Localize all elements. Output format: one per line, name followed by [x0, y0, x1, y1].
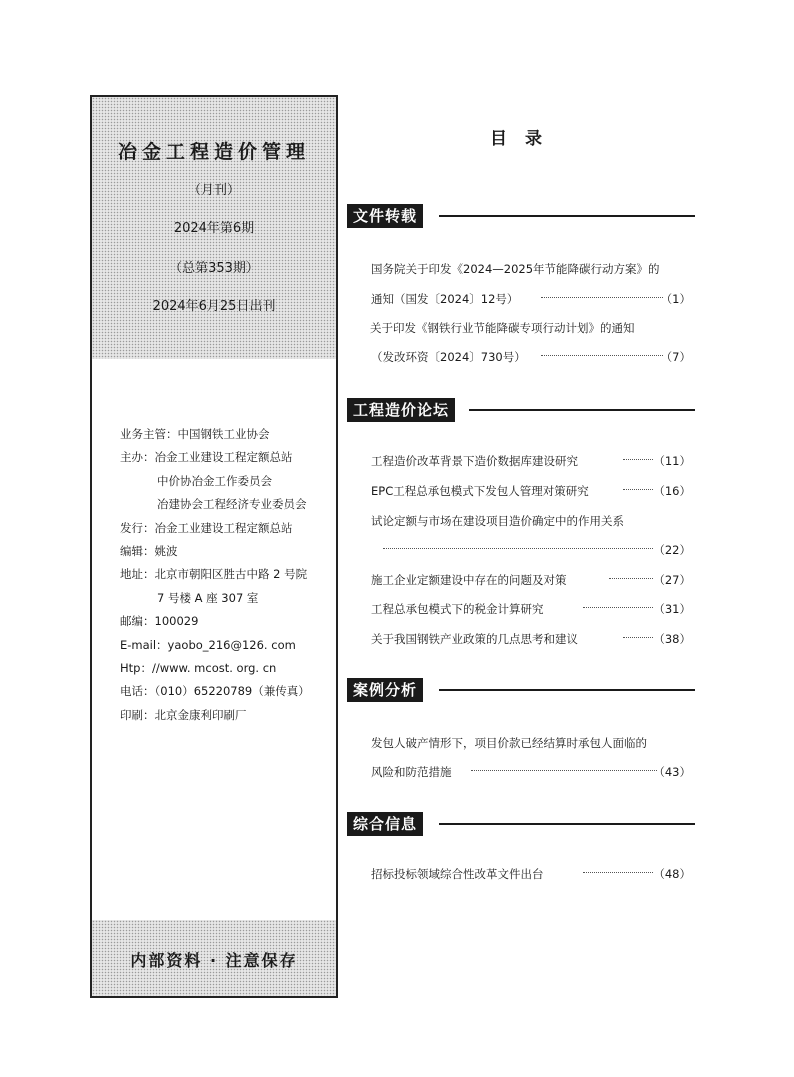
toc-entry-line[interactable] — [371, 542, 691, 558]
section-header — [347, 204, 695, 228]
toc-entry-line[interactable]: 关于印发《钢铁行业节能降碳专项行动计划》的通知 — [370, 321, 635, 335]
info-editor: 编辑：姚波 — [120, 543, 178, 558]
publication-frequency: （月刊） — [187, 183, 240, 198]
toc-entry-line[interactable]: 关于我国钢铁产业政策的几点思考和建议 （38） — [371, 632, 691, 646]
page-number: （7） — [660, 350, 691, 364]
page-number: （11） — [653, 454, 691, 468]
dot-leader — [541, 297, 663, 298]
section-title: 工程造价论坛 — [347, 398, 455, 422]
section-rule — [469, 409, 695, 411]
toc-entry-line[interactable]: 招标投标领域综合性改革文件出台 （48） — [371, 867, 691, 881]
toc-entry-line[interactable]: 施工企业定额建设中存在的问题及对策 （27） — [371, 573, 691, 587]
toc-entry-line[interactable]: 工程总承包模式下的税金计算研究 （31） — [371, 602, 691, 616]
info-postcode: 邮编：100029 — [120, 614, 199, 629]
page-number: （27） — [653, 573, 691, 587]
page-number: （22） — [653, 543, 691, 557]
section-title: 文件转载 — [347, 204, 423, 228]
info-phone: 电话：（010）65220789（兼传真） — [120, 684, 310, 699]
toc-entry-line[interactable]: 发包人破产情形下，项目价款已经结算时承包人面临的 — [371, 736, 647, 750]
section-header — [347, 398, 695, 422]
info-sponsor: 中价协冶金工作委员会 — [157, 473, 272, 488]
page-number: （48） — [653, 867, 691, 881]
toc-entry-line[interactable]: 通知（国发〔2024〕12号） （1） — [371, 292, 691, 306]
publication-date: 2024年6月25日出刊 — [152, 299, 276, 314]
dot-leader — [623, 489, 653, 490]
section-header — [347, 678, 695, 702]
issue-number: 2024年第6期 — [173, 221, 255, 236]
info-distributor: 发行：冶金工业建设工程定额总站 — [120, 520, 293, 535]
page-number: （16） — [653, 484, 691, 498]
page-number: （31） — [653, 602, 691, 616]
section-rule — [439, 689, 695, 691]
masthead-panel — [90, 95, 338, 998]
page-number: （38） — [653, 632, 691, 646]
dot-leader — [383, 548, 653, 549]
dot-leader — [623, 637, 653, 638]
dot-leader — [583, 607, 653, 608]
total-issue-number: （总第353期） — [169, 261, 259, 276]
journal-title: 冶金工程造价管理 — [117, 141, 310, 163]
toc-title: 目 录 — [490, 129, 542, 149]
dot-leader — [471, 770, 657, 771]
masthead-footer — [92, 920, 336, 996]
section-title: 综合信息 — [347, 812, 423, 836]
dot-leader — [583, 872, 653, 873]
section-title: 案例分析 — [347, 678, 423, 702]
page-number: （43） — [653, 765, 691, 779]
info-address: 7 号楼 A 座 307 室 — [157, 590, 259, 605]
dot-leader — [623, 459, 653, 460]
toc-entry-line[interactable]: 国务院关于印发《2024—2025年节能降碳行动方案》的 — [371, 262, 660, 276]
toc-entry-line[interactable]: 风险和防范措施 （43） — [371, 765, 691, 779]
publisher-info — [120, 423, 335, 727]
page-number: （1） — [660, 292, 691, 306]
info-website: Htp：//www. mcost. org. cn — [120, 660, 277, 675]
toc-entry-line[interactable]: （发改环资〔2024〕730号） （7） — [371, 350, 691, 364]
info-sponsor: 主办：冶金工业建设工程定额总站 — [120, 450, 293, 465]
toc-entry-line[interactable]: 试论定额与市场在建设项目造价确定中的作用关系 — [371, 514, 624, 528]
dot-leader — [541, 355, 663, 356]
info-sponsor: 冶建协会工程经济专业委员会 — [157, 497, 307, 512]
masthead-header — [92, 97, 336, 359]
info-address: 地址：北京市朝阳区胜古中路 2 号院 — [120, 567, 308, 582]
dot-leader — [609, 578, 653, 579]
toc-entry-line[interactable]: EPC工程总承包模式下发包人管理对策研究 （16） — [371, 484, 691, 498]
section-header — [347, 812, 695, 836]
section-rule — [439, 823, 695, 825]
internal-material-notice: 内部资料 · 注意保存 — [130, 951, 298, 970]
info-printer: 印刷：北京金康利印刷厂 — [120, 707, 247, 722]
section-rule — [439, 215, 695, 217]
toc-entry-line[interactable]: 工程造价改革背景下造价数据库建设研究 （11） — [371, 454, 691, 468]
info-supervisor: 业务主管：中国钢铁工业协会 — [120, 427, 270, 441]
info-email: E-mail：yaobo_216@126. com — [120, 637, 296, 652]
